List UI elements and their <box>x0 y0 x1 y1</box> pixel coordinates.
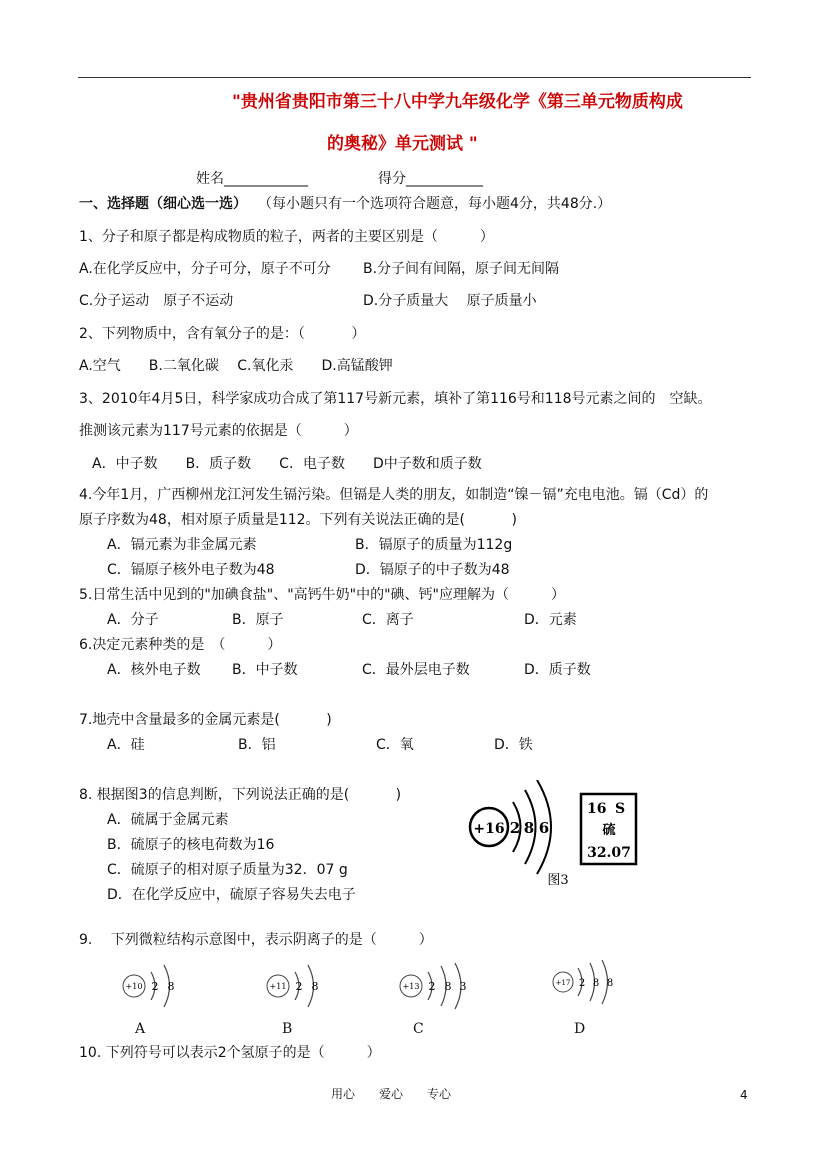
ion-label-c: C <box>413 1021 424 1037</box>
figure-3-caption: 图3 <box>547 873 569 888</box>
q6-stem: 6.决定元素种类的是 （ ） <box>79 637 282 653</box>
q6-option-d: D．质子数 <box>524 662 591 678</box>
periodic-cell-name: 硫 <box>602 823 616 838</box>
q5-option-d: D．元素 <box>524 612 577 628</box>
ion-a-shell-count-2: 8 <box>167 980 175 993</box>
q1-option-c: C.分子运动 原子不运动 <box>79 293 234 309</box>
ion-label-b: B <box>282 1021 293 1037</box>
q5-option-c: C．离子 <box>362 612 414 628</box>
q5-option-b: B．原子 <box>232 612 284 628</box>
q10-stem: 10. 下列符号可以表示2个氢原子的是（ ） <box>79 1045 381 1061</box>
sulfur-nucleus-charge: +16 <box>473 821 505 837</box>
title-line-1: "贵州省贵阳市第三十八中学九年级化学《第三单元物质构成 <box>232 92 683 112</box>
periodic-cell-number: 16 <box>587 801 607 817</box>
q1-option-a: A.在化学反应中，分子可分，原子不可分 <box>79 261 331 277</box>
sulfur-shell-count-2: 8 <box>523 819 535 837</box>
ion-d-shell-count-3: 8 <box>606 978 614 989</box>
q8-stem: 8. 根据图3的信息判断，下列说法正确的是( ) <box>79 787 402 803</box>
q1-stem: 1、分子和原子都是构成物质的粒子，两者的主要区别是（ ） <box>79 229 494 245</box>
q7-option-d: D．铁 <box>494 737 533 753</box>
ion-a-shell-count-1: 2 <box>151 980 159 993</box>
q4-option-d: D．镉原子的中子数为48 <box>355 562 510 578</box>
sulfur-shell-count-1: 2 <box>509 819 521 837</box>
section-heading: 一、选择题（细心选一选） <box>79 196 247 212</box>
q3-stem-line-2: 推测该元素为117号元素的依据是（ ） <box>79 423 358 439</box>
q4-stem-line-2: 原子序数为48，相对原子质量是112。下列有关说法正确的是( ) <box>79 512 517 528</box>
ion-c-shell-count-3: 3 <box>459 980 467 993</box>
sulfur-shell-count-3: 6 <box>538 819 550 837</box>
ion-label-a: A <box>135 1021 146 1037</box>
ion-b-charge: +11 <box>269 982 287 991</box>
score-field-label: 得分___________ <box>378 171 483 187</box>
section-instruction: （每小题只有一个选项符合题意，每小题4分，共48分.） <box>258 196 612 212</box>
q8-option-a: A．硫属于金属元素 <box>107 812 229 828</box>
sulfur-atom-figure <box>460 780 660 892</box>
q4-option-b: B．镉原子的质量为112g <box>355 537 513 553</box>
ion-diagram-d <box>550 960 630 1010</box>
ion-b-shell-count-2: 8 <box>311 980 319 993</box>
ion-c-shell-count-2: 8 <box>444 980 452 993</box>
ion-c-charge: +13 <box>402 982 420 991</box>
q6-option-c: C．最外层电子数 <box>362 662 470 678</box>
q3-options: A．中子数 B．质子数 C．电子数 D中子数和质子数 <box>92 456 482 472</box>
header-rule <box>78 77 751 78</box>
q8-option-c: C．硫原子的相对原子质量为32．07 g <box>107 862 348 878</box>
q1-option-d: D.分子质量大 原子质量小 <box>363 293 537 309</box>
title-line-2: 的奥秘》单元测试 " <box>327 134 478 154</box>
q7-stem: 7.地壳中含量最多的金属元素是( ) <box>79 712 332 728</box>
q2-stem: 2、下列物质中，含有氧分子的是：（ ） <box>79 326 366 342</box>
q3-stem-line-1: 3、2010年4月5日，科学家成功合成了第117号新元素，填补了第116号和118号元素之间的 空缺。 <box>79 391 712 407</box>
ion-diagram-a <box>118 963 198 1011</box>
q6-option-a: A．核外电子数 <box>107 662 201 678</box>
q7-option-c: C．氧 <box>376 737 414 753</box>
q7-option-a: A．硅 <box>107 737 145 753</box>
q4-option-c: C．镉原子核外电子数为48 <box>107 562 275 578</box>
ion-d-charge: +17 <box>555 979 571 987</box>
ion-diagram-b <box>262 963 342 1011</box>
q4-stem-line-1: 4.今年1月，广西柳州龙江河发生镉污染。但镉是人类的朋友，如制造“镍－镉”充电电池。镉（Cd）的 <box>79 487 709 503</box>
ion-c-shell-count-1: 2 <box>428 980 436 993</box>
q7-option-b: B．铝 <box>238 737 276 753</box>
q1-option-b: B.分子间有间隔，原子间无间隔 <box>363 261 560 277</box>
q9-stem: 9. 下列微粒结构示意图中，表示阴离子的是（ ） <box>79 932 433 948</box>
ion-diagram-c <box>397 963 487 1011</box>
ion-a-charge: +10 <box>125 982 143 991</box>
ion-d-shell-count-2: 8 <box>592 978 600 989</box>
q5-stem: 5.日常生活中见到的"加碘食盐"、"高钙牛奶"中的"碘、钙"应理解为（ ） <box>79 587 565 603</box>
ion-b-shell-count-1: 2 <box>295 980 303 993</box>
q8-option-b: B．硫原子的核电荷数为16 <box>107 837 275 853</box>
q2-options: A.空气 B.二氧化碳 C.氧化汞 D.高锰酸钾 <box>79 358 393 374</box>
footer-motto: 用心 爱心 专心 <box>331 1087 452 1101</box>
q8-option-d: D．在化学反应中，硫原子容易失去电子 <box>107 887 356 903</box>
periodic-cell-mass: 32.07 <box>587 845 631 861</box>
periodic-cell-symbol: S <box>615 801 626 817</box>
q5-option-a: A．分子 <box>107 612 159 628</box>
q6-option-b: B．中子数 <box>232 662 298 678</box>
ion-label-d: D <box>574 1021 586 1037</box>
ion-d-shell-count-1: 2 <box>578 978 586 989</box>
name-field-label: 姓名____________ <box>196 171 308 187</box>
q4-option-a: A．镉元素为非金属元素 <box>107 537 257 553</box>
page-number: 4 <box>740 1088 748 1102</box>
